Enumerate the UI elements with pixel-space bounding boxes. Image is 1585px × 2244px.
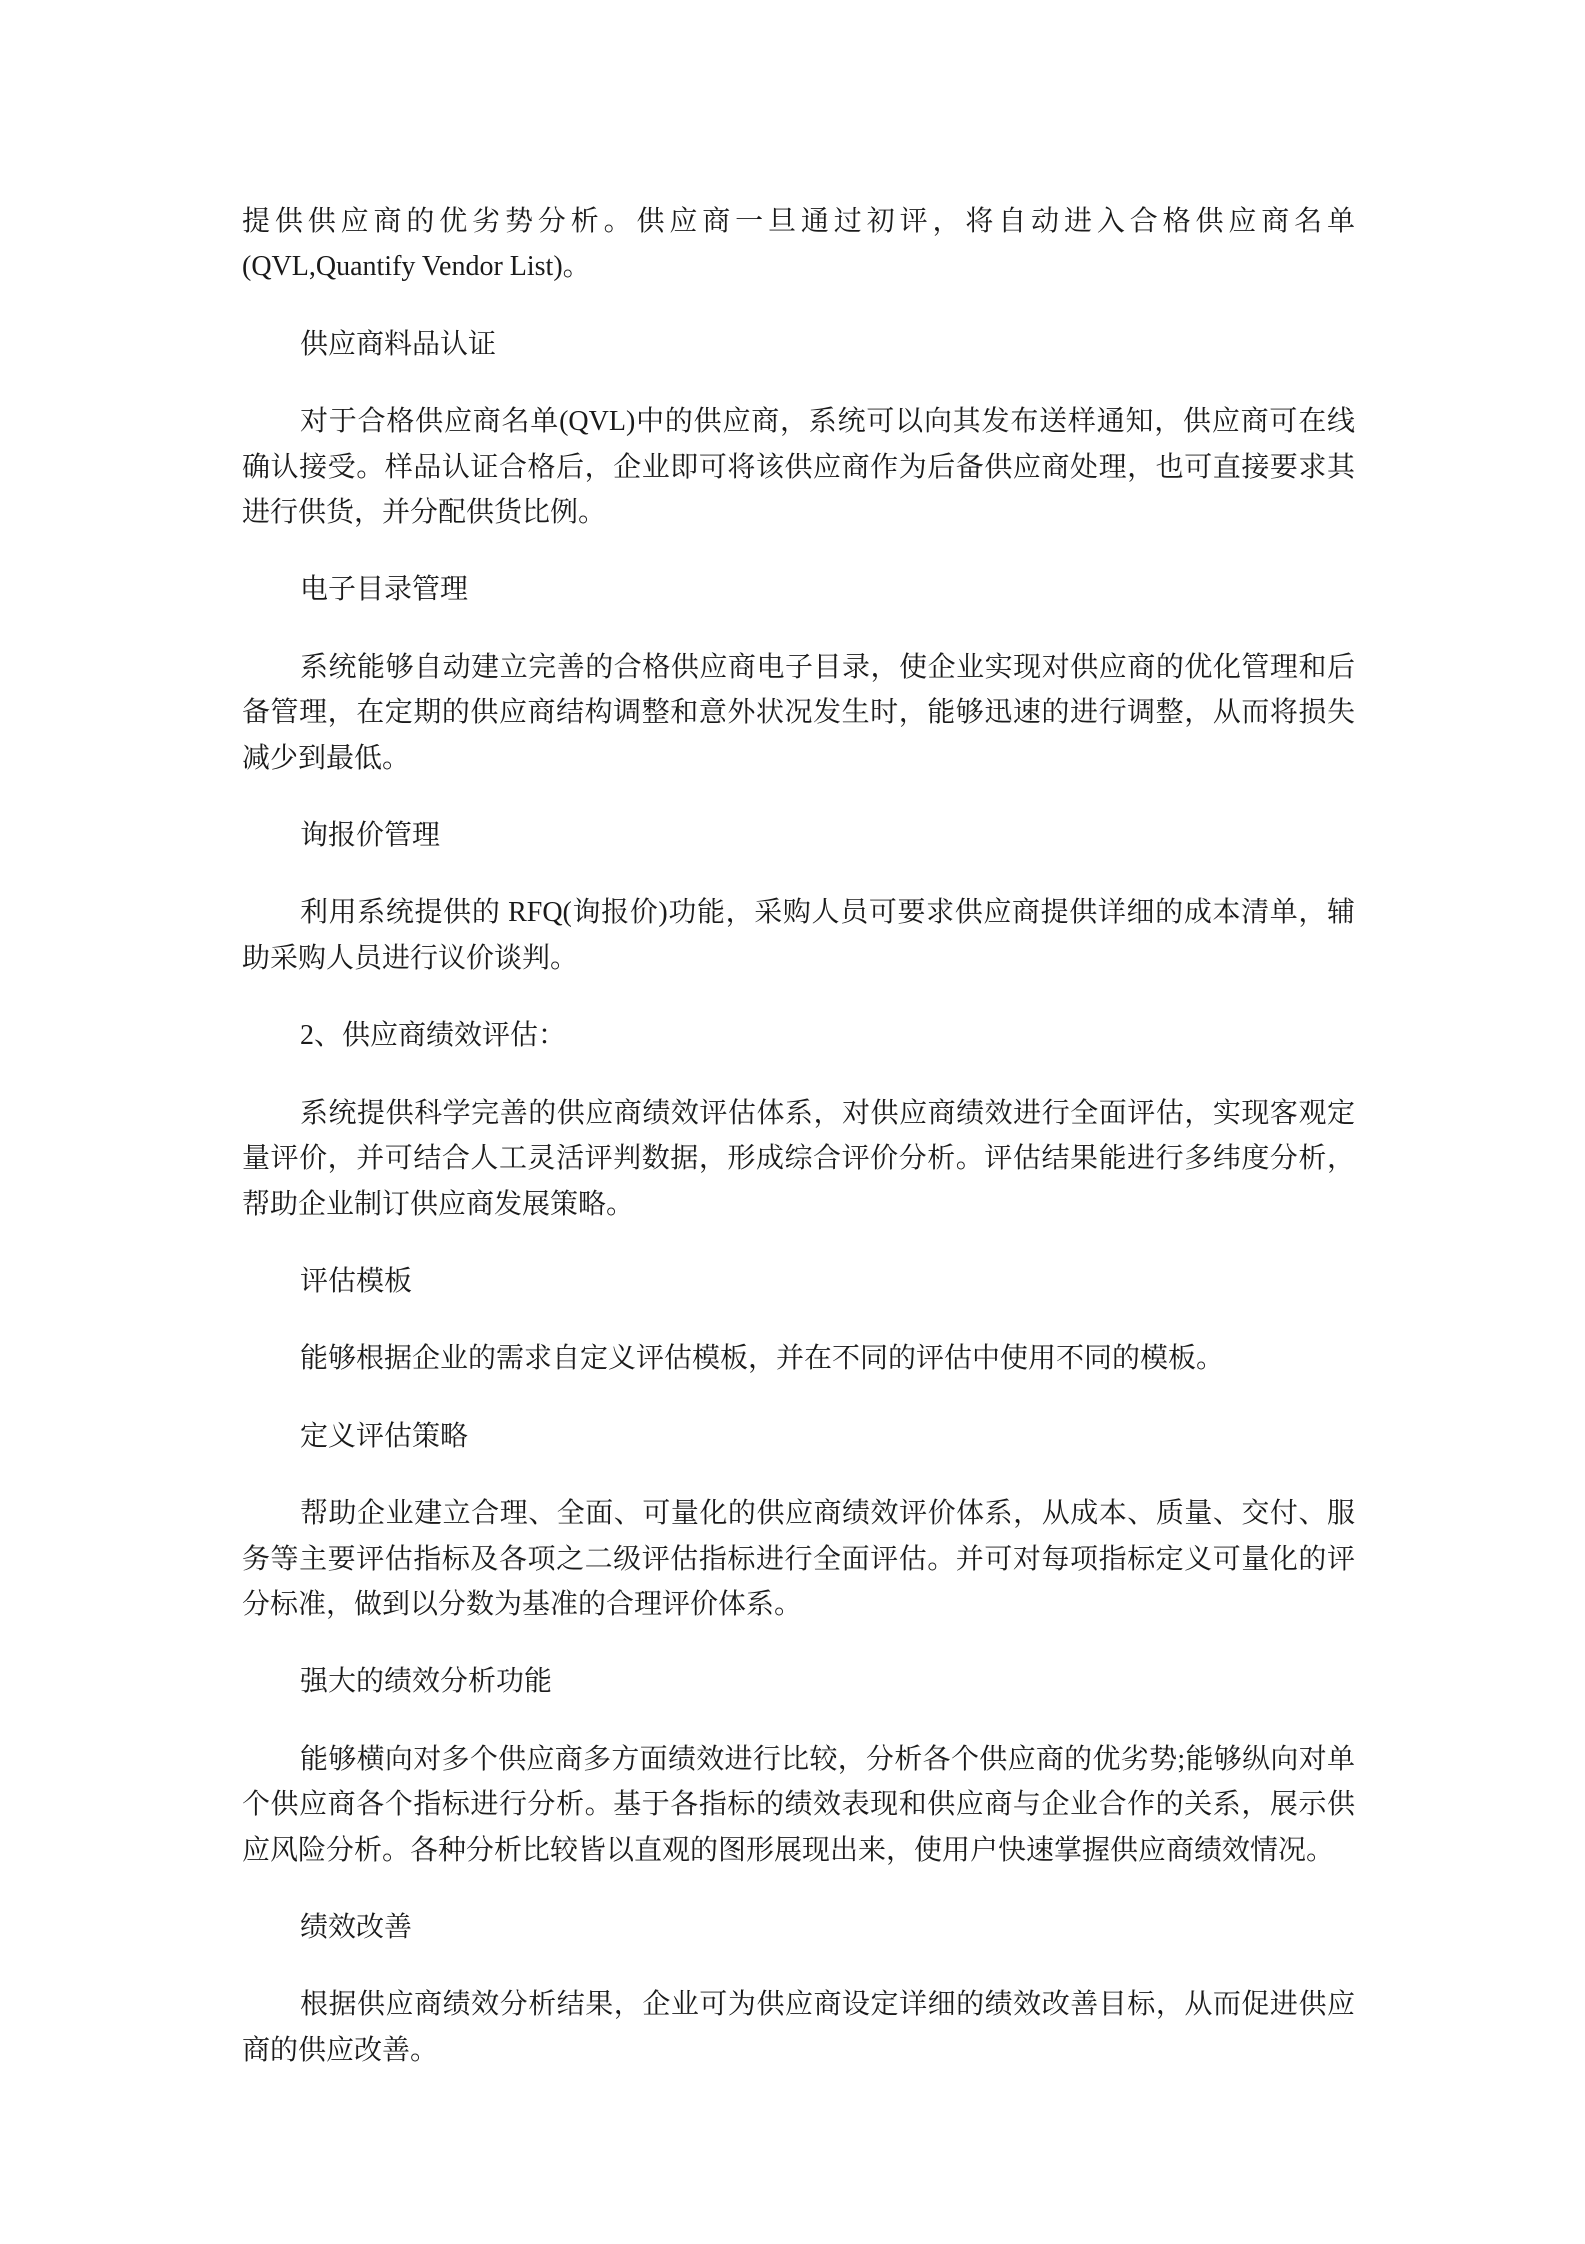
heading-catalog-management: 电子目录管理 — [300, 574, 469, 606]
paragraph-performance-evaluation: 系统提供科学完善的供应商绩效评估体系，对供应商绩效进行全面评估，实现客观定量评价，并可结合人工灵活评判数据，形成综合评价分析。评估结果能进行多纬度分析，帮助企业制订供应商发展策略。 — [242, 1097, 1355, 1220]
paragraph-performance-analysis: 能够横向对多个供应商多方面绩效进行比较，分析各个供应商的优劣势;能够纵向对单个供应商各个指标进行分析。基于各指标的绩效表现和供应商与企业合作的关系，展示供应风险分析。各种分析比较皆以直观的图形展现出来，使用户快速掌握供应商绩效情况。 — [242, 1743, 1355, 1866]
paragraph-rfq-management: 利用系统提供的 RFQ(询报价)功能，采购人员可要求供应商提供详细的成本清单，辅助采购人员进行议价谈判。 — [242, 897, 1355, 974]
heading-evaluation-template: 评估模板 — [300, 1265, 413, 1297]
heading-material-certification: 供应商料品认证 — [300, 328, 497, 360]
paragraph-catalog-management: 系统能够自动建立完善的合格供应商电子目录，使企业实现对供应商的优化管理和后备管理，在定期的供应商结构调整和意外状况发生时，能够迅速的进行调整，从而将损失减少到最低。 — [242, 651, 1355, 774]
document-page — [242, 199, 1355, 2105]
heading-performance-evaluation: 2、供应商绩效评估： — [300, 1020, 567, 1052]
paragraph-evaluation-template: 能够根据企业的需求自定义评估模板，并在不同的评估中使用不同的模板。 — [300, 1343, 1225, 1375]
paragraph-qvl-intro: 提供供应商的优劣势分析。供应商一旦通过初评，将自动进入合格供应商名单(QVL,Quantify Vendor List)。 — [242, 206, 1355, 283]
heading-performance-analysis: 强大的绩效分析功能 — [300, 1666, 553, 1698]
heading-evaluation-strategy: 定义评估策略 — [300, 1420, 469, 1452]
paragraph-material-certification: 对于合格供应商名单(QVL)中的供应商，系统可以向其发布送样通知，供应商可在线确认接受。样品认证合格后，企业即可将该供应商作为后备供应商处理，也可直接要求其进行供货，并分配供货比例。 — [242, 406, 1355, 529]
heading-performance-improvement: 绩效改善 — [300, 1911, 413, 1943]
heading-rfq-management: 询报价管理 — [300, 820, 441, 852]
paragraph-evaluation-strategy: 帮助企业建立合理、全面、可量化的供应商绩效评价体系，从成本、质量、交付、服务等主要评估指标及各项之二级评估指标进行全面评估。并可对每项指标定义可量化的评分标准，做到以分数为基准的合理评价体系。 — [242, 1498, 1355, 1620]
paragraph-performance-improvement: 根据供应商绩效分析结果，企业可为供应商设定详细的绩效改善目标，从而促进供应商的供应改善。 — [242, 1989, 1355, 2066]
